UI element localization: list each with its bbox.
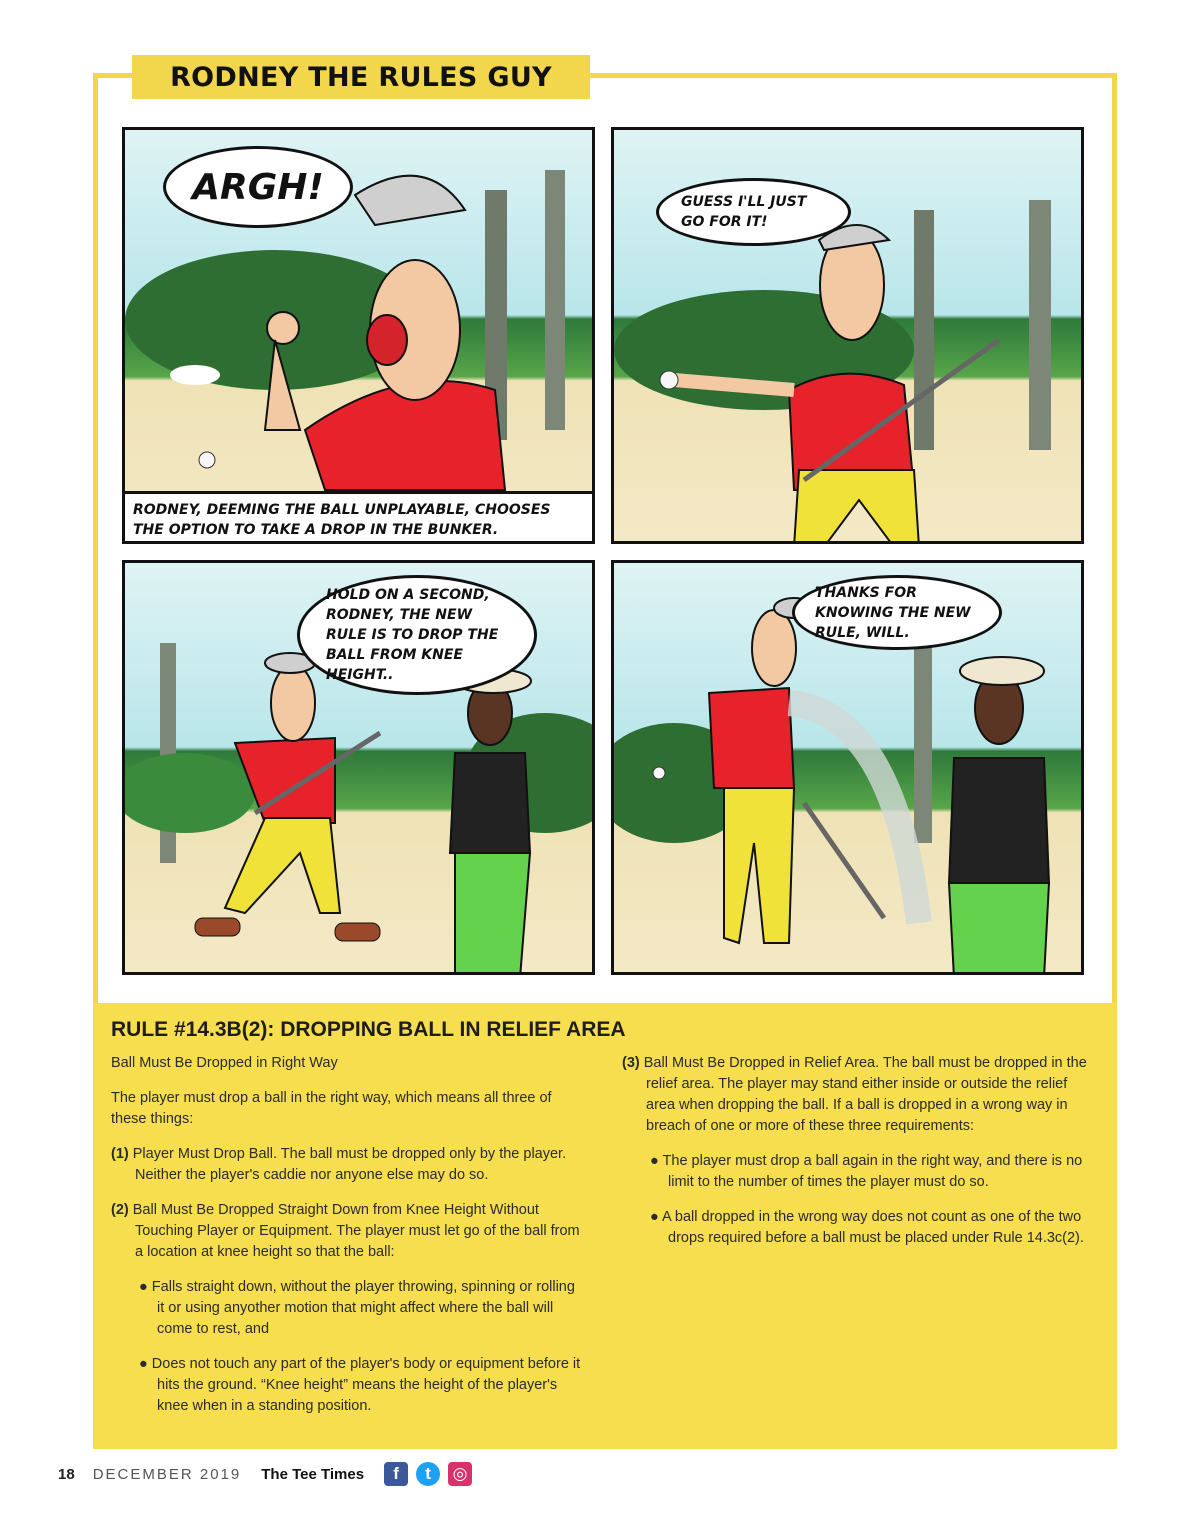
speech-text: THANKS FOR KNOWING THE NEW RULE, WILL. (815, 584, 971, 641)
title-banner (132, 55, 590, 99)
item-text: Ball Must Be Dropped in Relief Area. The ball must be dropped in the relief area. The player may stand either inside or outside the relief area when dropping the ball. If a ball is dropped in a wrong way in breach of one or more of these three requirements: (643, 1055, 1087, 1134)
bullet-text: Falls straight down, without the player throwing, spinning or rolling it or using anyother motion that might affect where the ball will come to rest, and (151, 1279, 575, 1337)
speech-bubble-hold-on (297, 575, 537, 695)
facebook-icon[interactable]: f (384, 1462, 408, 1486)
rule-item-2-bullet-1 (139, 1277, 585, 1340)
twitter-icon[interactable]: t (416, 1462, 440, 1486)
page-number: 18 (58, 1465, 75, 1483)
item-number: (3) (622, 1055, 640, 1071)
rule-subtitle: Ball Must Be Dropped in Right Way (111, 1055, 338, 1071)
bullet-icon: ● (139, 1279, 148, 1295)
rule-intro: The player must drop a ball in the right way, which means all three of these things: (111, 1090, 552, 1127)
instagram-icon[interactable]: ◎ (448, 1462, 472, 1486)
rule-title: RULE #14.3B(2): DROPPING BALL IN RELIEF AREA (111, 1018, 626, 1041)
rule-item-3 (622, 1053, 1096, 1137)
comic-panel-4 (611, 560, 1084, 975)
rule-item-2-bullet-2 (139, 1354, 585, 1417)
page-title: RODNEY THE RULES GUY (170, 61, 552, 93)
speech-bubble-guess (656, 178, 851, 246)
item-text: Ball Must Be Dropped Straight Down from Knee Height Without Touching Player or Equipment. The player must let go of the ball from a location at knee height so that the ball: (132, 1202, 580, 1260)
publication-name: The Tee Times (261, 1465, 365, 1483)
rule-item-3-bullet-2 (650, 1207, 1096, 1249)
rules-section (93, 1003, 1117, 1449)
bullet-icon: ● (139, 1356, 148, 1372)
bullet-text: The player must drop a ball again in the right way, and there is no limit to the number of times the player must do so. (662, 1153, 1083, 1190)
speech-bubble-thanks (792, 575, 1002, 650)
comic-panel-1 (122, 127, 595, 544)
item-text: Player Must Drop Ball. The ball must be dropped only by the player. Neither the player's caddie nor anyone else may do so. (132, 1146, 567, 1183)
bullet-icon: ● (650, 1209, 659, 1225)
speech-bubble-argh (163, 146, 353, 228)
rules-right-column (622, 1053, 1096, 1263)
rules-left-column (111, 1053, 585, 1431)
bullet-icon: ● (650, 1153, 659, 1169)
speech-text: GUESS I'LL JUST GO FOR IT! (681, 194, 807, 230)
panel-caption: RODNEY, DEEMING THE BALL UNPLAYABLE, CHOOSES THE OPTION TO TAKE A DROP IN THE BUNKER. (125, 491, 592, 541)
bullet-text: Does not touch any part of the player's body or equipment before it hits the ground. “Knee height” means the height of the player's knee when in a standing position. (151, 1356, 581, 1414)
comic-panel-3 (122, 560, 595, 975)
rule-item-2 (111, 1200, 585, 1263)
rule-item-3-bullet-1 (650, 1151, 1096, 1193)
item-number: (2) (111, 1202, 129, 1218)
comic-panel-2 (611, 127, 1084, 544)
speech-text: ARGH! (192, 166, 324, 208)
page-footer (58, 1461, 480, 1487)
speech-text: HOLD ON A SECOND, RODNEY, THE NEW RULE IS TO DROP THE BALL FROM KNEE HEIGHT.. (326, 587, 499, 683)
issue-date: DECEMBER 2019 (92, 1465, 242, 1483)
item-number: (1) (111, 1146, 129, 1162)
rule-item-1 (111, 1144, 585, 1186)
bullet-text: A ball dropped in the wrong way does not count as one of the two drops required before a ball must be placed under Rule 14.3c(2). (662, 1209, 1084, 1246)
